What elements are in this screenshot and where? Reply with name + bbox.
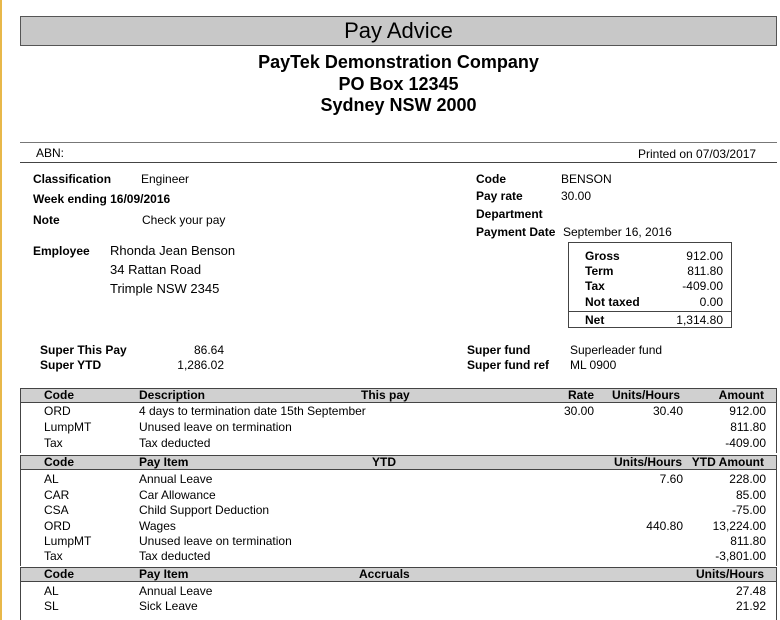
row-item: Annual Leave [139, 472, 213, 486]
company-address-line1: PO Box 12345 [338, 74, 459, 94]
row-item: Child Support Deduction [139, 503, 270, 517]
row-code: AL [44, 472, 59, 486]
printed-date: Printed on 07/03/2017 [638, 147, 757, 161]
accruals-header-section: Accruals [359, 567, 410, 581]
row-code: SL [44, 599, 59, 613]
table-row [20, 420, 777, 435]
row-code: LumpMT [44, 420, 92, 434]
row-amount: -75.00 [731, 503, 766, 517]
code-label: Code [476, 172, 506, 186]
ytd-header [20, 455, 777, 470]
row-item: Sick Leave [139, 599, 198, 613]
row-units: 27.48 [735, 584, 766, 598]
this-pay-header [20, 388, 777, 403]
table-row [20, 436, 777, 451]
this-pay-header-units: Units/Hours [612, 388, 681, 402]
this-pay-header-section: This pay [361, 388, 410, 402]
totals-box [568, 242, 732, 328]
accruals-header-code: Code [44, 567, 74, 581]
this-pay-header-description: Description [139, 388, 206, 402]
row-code: ORD [44, 404, 71, 418]
row-item: Car Allowance [139, 488, 216, 502]
row-description: Tax deducted [139, 436, 211, 450]
term-value: 811.80 [687, 264, 723, 278]
super-fund-label: Super fund [467, 343, 531, 357]
payrate-value: 30.00 [561, 189, 592, 203]
payment-date-value: September 16, 2016 [563, 225, 672, 239]
this-pay-header-amount: Amount [718, 388, 764, 402]
super-ytd-value: 1,286.02 [177, 358, 224, 372]
row-amount: -409.00 [725, 436, 766, 450]
row-code: Tax [44, 549, 63, 563]
row-amount: 811.80 [730, 420, 766, 434]
row-item: Wages [139, 519, 176, 533]
abn-label: ABN: [36, 146, 65, 160]
row-code: Tax [44, 436, 63, 450]
ytd-header-amount: YTD Amount [691, 455, 764, 469]
super-fund-value: Superleader fund [570, 343, 663, 357]
employee-label: Employee [33, 244, 90, 258]
employee-name: Rhonda Jean Benson [110, 243, 236, 258]
payment-date-label: Payment Date [476, 225, 556, 239]
note-label: Note [33, 213, 60, 227]
accruals-header-item: Pay Item [139, 567, 189, 581]
table-row [20, 584, 777, 599]
row-units: 7.60 [659, 472, 683, 486]
ytd-header-units: Units/Hours [614, 455, 683, 469]
table-row [20, 404, 777, 419]
table-row [20, 599, 777, 614]
super-this-pay-value: 86.64 [193, 343, 224, 357]
row-code: CAR [44, 488, 70, 502]
super-fund-ref-value: ML 0900 [570, 358, 617, 372]
row-amount: 85.00 [735, 488, 766, 502]
this-pay-header-code: Code [44, 388, 74, 402]
row-amount: 912.00 [729, 404, 766, 418]
row-item: Unused leave on termination [139, 534, 292, 548]
classification-label: Classification [33, 172, 112, 186]
row-amount: -3,801.00 [715, 549, 766, 563]
classification-value: Engineer [141, 172, 190, 186]
table-row [20, 549, 777, 564]
row-units: 440.80 [646, 519, 683, 533]
net-divider [569, 311, 731, 312]
table-row [20, 488, 777, 503]
ytd-header-section: YTD [372, 455, 396, 469]
employee-city: Trimple NSW 2345 [110, 281, 220, 296]
row-description: 4 days to termination date 15th September [139, 404, 366, 418]
table-row [20, 472, 777, 487]
week-ending: Week ending 16/09/2016 [33, 192, 171, 206]
row-amount: 811.80 [730, 534, 766, 548]
row-code: LumpMT [44, 534, 92, 548]
row-item: Annual Leave [139, 584, 213, 598]
accruals-header-units: Units/Hours [695, 567, 764, 581]
payrate-label: Pay rate [476, 189, 523, 203]
employee-street: 34 Rattan Road [110, 262, 202, 277]
row-description: Unused leave on termination [139, 420, 292, 434]
super-ytd-label: Super YTD [40, 358, 102, 372]
code-value: BENSON [561, 172, 612, 186]
tax-label: Tax [585, 279, 605, 293]
department-label: Department [476, 207, 543, 221]
company-address-line2: Sydney NSW 2000 [320, 95, 477, 115]
accruals-header [20, 567, 777, 582]
table-row [20, 519, 777, 534]
tax-value: -409.00 [682, 279, 723, 293]
gross-label: Gross [585, 249, 620, 263]
header-rule-bottom [20, 162, 777, 163]
row-rate: 30.00 [564, 404, 595, 418]
row-amount: 228.00 [729, 472, 766, 486]
row-amount: 13,224.00 [712, 519, 766, 533]
company-name: PayTek Demonstration Company [258, 52, 539, 72]
note-value: Check your pay [142, 213, 226, 227]
net-value: 1,314.80 [676, 313, 723, 327]
super-this-pay-label: Super This Pay [40, 343, 127, 357]
this-pay-header-rate: Rate [568, 388, 595, 402]
super-fund-ref-label: Super fund ref [467, 358, 550, 372]
gross-value: 912.00 [686, 249, 723, 263]
row-units: 30.40 [652, 404, 683, 418]
row-units: 21.92 [735, 599, 766, 613]
net-label: Net [585, 313, 605, 327]
table-row [20, 503, 777, 518]
row-item: Tax deducted [139, 549, 211, 563]
row-code: CSA [44, 503, 69, 517]
ytd-header-code: Code [44, 455, 74, 469]
document-title: Pay Advice [20, 16, 777, 46]
term-label: Term [585, 264, 614, 278]
not-taxed-label: Not taxed [585, 295, 640, 309]
row-code: ORD [44, 519, 71, 533]
header-rule-top [20, 142, 777, 143]
ytd-header-item: Pay Item [139, 455, 189, 469]
table-row [20, 534, 777, 549]
page-edge-rule [0, 0, 2, 620]
row-code: AL [44, 584, 59, 598]
not-taxed-value: 0.00 [699, 295, 723, 309]
